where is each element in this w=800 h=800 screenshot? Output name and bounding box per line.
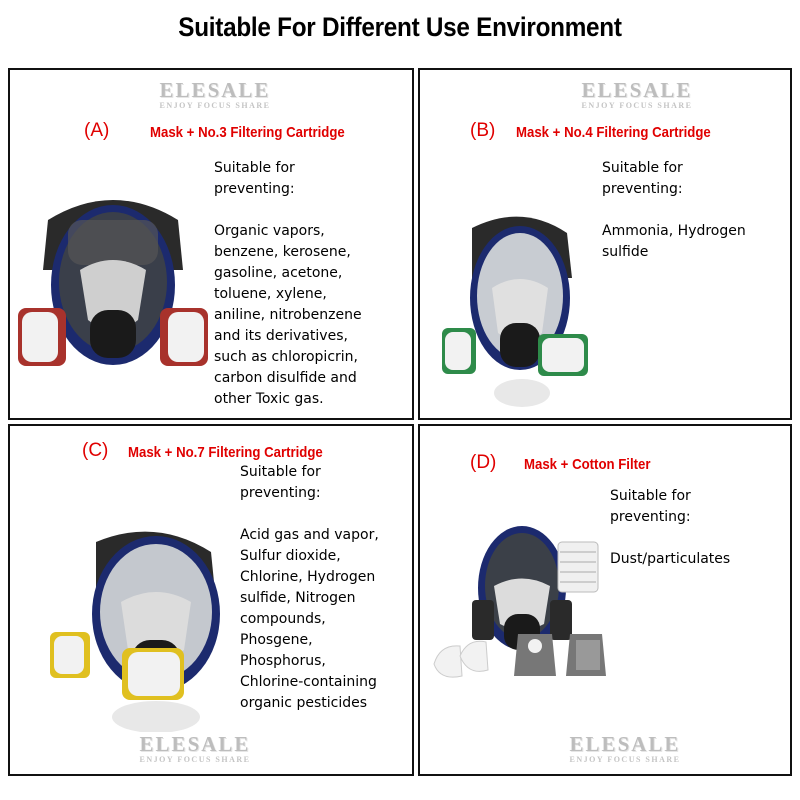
intro-text: Suitable for preventing: [240, 464, 321, 501]
panel-b [418, 68, 792, 420]
watermark [572, 78, 702, 110]
panel-description [214, 158, 410, 410]
watermark-brand: ELESALE [159, 78, 271, 102]
intro-text: Suitable for preventing: [610, 488, 691, 525]
panel-description [240, 462, 410, 714]
watermark-brand: ELESALE [581, 78, 693, 102]
page-title: Suitable For Different Use Environment [178, 12, 622, 42]
watermark-tagline: ENJOY FOCUS SHARE [581, 101, 693, 110]
full-face-mask-image [18, 190, 208, 390]
panel-heading: Mask + No.3 Filtering Cartridge [150, 124, 345, 141]
panel-heading: Mask + Cotton Filter [524, 456, 651, 473]
full-face-mask-with-filters-image [430, 516, 610, 696]
intro-text: Suitable for preventing: [214, 160, 295, 197]
panel-c [8, 424, 414, 776]
details-text: Organic vapors, benzene, kerosene, gasoline, acetone, toluene, xylene, aniline, nitrobenzene and its derivatives, such as chloropicrin, carbon disulfide and other Toxic gas. [214, 223, 362, 407]
watermark [130, 732, 260, 764]
panel-heading: Mask + No.7 Filtering Cartridge [128, 444, 323, 461]
panel-description [610, 486, 782, 570]
panel-letter: (B) [470, 120, 496, 141]
panel-letter: (D) [470, 452, 497, 473]
full-face-mask-image [46, 522, 236, 732]
panel-letter: (C) [82, 440, 109, 461]
details-text: Dust/particulates [610, 551, 731, 567]
panel-a [8, 68, 414, 420]
watermark-tagline: ENJOY FOCUS SHARE [569, 755, 681, 764]
watermark-tagline: ENJOY FOCUS SHARE [139, 755, 251, 764]
panel-d [418, 424, 792, 776]
watermark-brand: ELESALE [569, 732, 681, 756]
panel-heading: Mask + No.4 Filtering Cartridge [516, 124, 711, 141]
panel-letter: (A) [84, 120, 110, 141]
watermark-brand: ELESALE [139, 732, 251, 756]
watermark [560, 732, 690, 764]
intro-text: Suitable for preventing: [602, 160, 683, 197]
watermark [150, 78, 280, 110]
details-text: Ammonia, Hydrogen sulfide [602, 223, 746, 260]
details-text: Acid gas and vapor, Sulfur dioxide, Chlorine, Hydrogen sulfide, Nitrogen compounds, Phosgene, Phosphorus, Chlorine-containing organic pesticides [240, 527, 379, 711]
panel-description [602, 158, 778, 263]
full-face-mask-image [442, 208, 592, 408]
watermark-tagline: ENJOY FOCUS SHARE [159, 101, 271, 110]
